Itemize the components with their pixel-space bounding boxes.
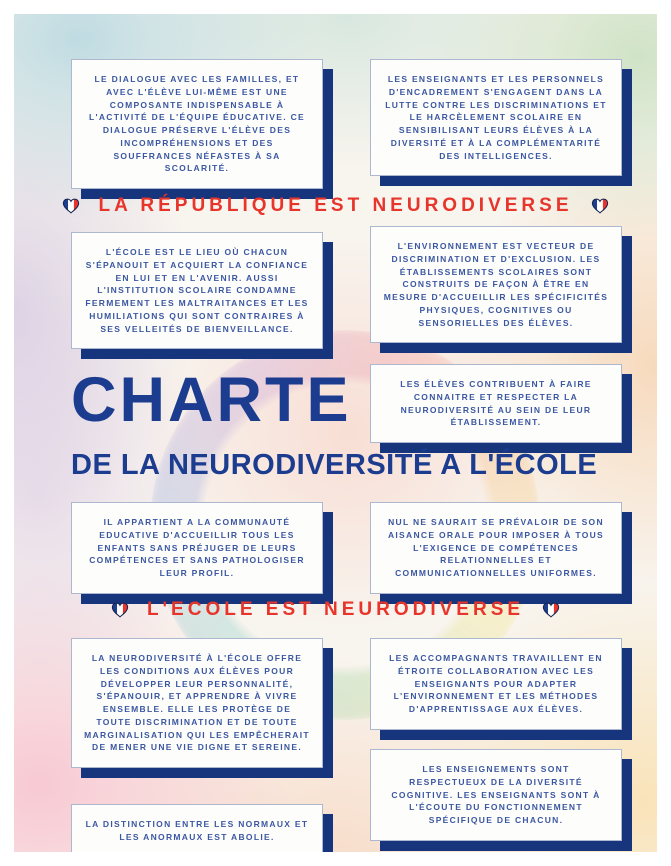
section-heading-ecole	[14, 599, 657, 621]
card-eleves-contribuent	[370, 364, 622, 443]
card-enseignements-respectueux	[370, 749, 622, 841]
heading-text: LA RÉPUBLIQUE EST NEURODIVERSE	[98, 195, 573, 216]
watercolor-background	[14, 14, 657, 852]
card-accompagnants-collaboration	[370, 638, 622, 730]
french-flag-heart-icon	[111, 602, 129, 618]
card-text: LES ACCOMPAGNANTS TRAVAILLENT EN ÉTROITE COLLABORATION AVEC LES ENSEIGNANTS POUR ADAPTER L'ENVIRONNEMENT ET LES MÉTHODES D'APPRENTISSAGE AUX ÉLÈVES.	[389, 653, 603, 714]
card-communaute-educative	[71, 502, 323, 594]
poster-subtitle: DE LA NEURODIVERSITÉ A L'ÉCOLE	[71, 449, 598, 481]
card-text: LA NEURODIVERSITÉ À L'ÉCOLE OFFRE LES CONDITIONS AUX ÉLÈVES POUR DÉVELOPPER LEUR PERSONNALITÉ, S'ÉPANOUIR, ET APPRENDRE À VIVRE ENSEMBLE. ELLE LES PROTÈGE DE TOUTE DISCRIMINATION ET DE TOUTE MARGINALISATION QUI LES EMPÊCHERAIT DE MENER UNE VIE DIGNE ET SEREINE.	[84, 653, 310, 753]
card-environnement-inclusif	[370, 226, 622, 343]
card-text: L'ÉCOLE EST LE LIEU OÙ CHACUN S'ÉPANOUIT ET ACQUIERT LA CONFIANCE EN LUI ET EN L'AVENIR. AUSSI L'INSTITUTION SCOLAIRE CONDAMNE FERMEMENT LES MALTRAITANCES ET LES HUMILIATIONS QUI SONT CONTRAIRES À SES VELLEITÉS DE BIENVEILLANCE.	[85, 247, 309, 334]
card-text: LA DISTINCTION ENTRE LES NORMAUX ET LES ANORMAUX EST ABOLIE.	[85, 819, 309, 842]
card-text: LES ÉLÈVES CONTRIBUENT À FAIRE CONNAITRE ET RESPECTER LA NEURODIVERSITÉ AU SEIN DE LEUR ÉTABLISSEMENT.	[400, 379, 592, 428]
card-text: IL APPARTIENT A LA COMMUNAUTÉ EDUCATIVE D'ACCUEILLIR TOUS LES ENFANTS SANS PRÉJUGER DE LEURS COMPÉTENCES ET SANS PATHOLOGISER LEUR PROFIL.	[89, 517, 305, 578]
heading-text: L'ECOLE EST NEURODIVERSE	[146, 599, 525, 620]
section-heading-republique	[14, 195, 657, 217]
poster-title: CHARTE	[71, 365, 352, 435]
card-text: NUL NE SAURAIT SE PRÉVALOIR DE SON AISANCE ORALE POUR IMPOSER À TOUS L'EXIGENCE DE COMPÉTENCES RELATIONNELLES ET COMMUNICATIONNELLES UNIFORMES.	[387, 517, 605, 578]
french-flag-heart-icon	[591, 198, 609, 214]
card-text: LES ENSEIGNEMENTS SONT RESPECTUEUX DE LA DIVERSITÉ COGNITIVE. LES ENSEIGNANTS SONT À L'ÉCOUTE DU FONCTIONNEMENT SPÉCIFIQUE DE CHACUN.	[391, 764, 601, 825]
french-flag-heart-icon	[542, 602, 560, 618]
card-text: LES ENSEIGNANTS ET LES PERSONNELS D'ENCADREMENT S'ENGAGENT DANS LA LUTTE CONTRE LES DISCRIMINATIONS ET LE HARCÈLEMENT SCOLAIRE EN SENSIBILISANT LEURS ÉLÈVES À LA DIVERSITÉ ET À LA COMPLÉMENTARITÉ DES INTELLIGENCES.	[385, 74, 607, 161]
card-dialogue-familles	[71, 59, 323, 189]
card-ecole-lieu-epanouissement	[71, 232, 323, 349]
card-distinction-abolie	[71, 804, 323, 852]
card-aisance-orale	[370, 502, 622, 594]
card-enseignants-lutte-discriminations	[370, 59, 622, 176]
card-text: LE DIALOGUE AVEC LES FAMILLES, ET AVEC L'ÉLÈVE LUI-MÊME EST UNE COMPOSANTE INDISPENSABLE À L'ACTIVITÉ DE L'ÉQUIPE ÉDUCATIVE. CE DIALOGUE PRÉSERVE L'ÉLÈVE DES INCOMPRÉHENSIONS ET DES SOUFFRANCES NÉFASTES À SA SCOLARITÉ.	[89, 74, 305, 174]
card-neurodiversite-conditions	[71, 638, 323, 768]
card-text: L'ENVIRONNEMENT EST VECTEUR DE DISCRIMINATION ET D'EXCLUSION. LES ÉTABLISSEMENTS SCOLAIRES SONT CONSTRUITS DE FAÇON À ÊTRE EN MESURE D'ACCUEILLIR LES SPÉCIFICITÉS PHYSIQUES, COGNITIVES OU SENSORIELLES DES ÉLÈVES.	[383, 241, 609, 328]
french-flag-heart-icon	[62, 198, 80, 214]
